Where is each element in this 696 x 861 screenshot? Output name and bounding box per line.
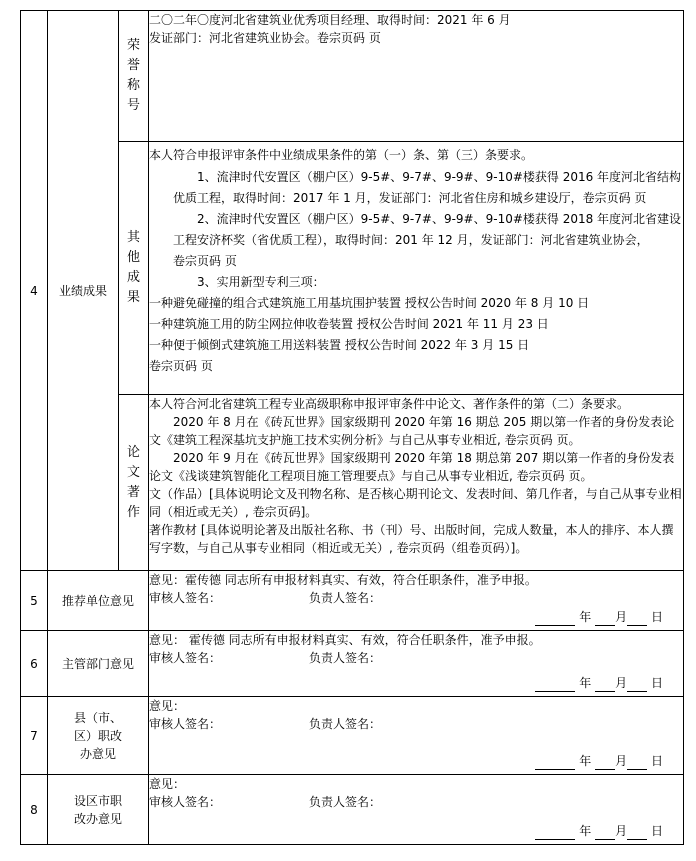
application-form-table — [20, 10, 684, 845]
row-8 — [21, 775, 684, 845]
row-number: 5 — [21, 571, 48, 631]
item-name: 主管部门意见 — [48, 631, 149, 697]
page-ref: 卷宗页码 页 — [149, 359, 213, 373]
day-blank[interactable] — [627, 755, 647, 770]
reviewer-signature-label: 审核人签名： — [149, 795, 222, 809]
sub-label-paper: 论文著作 — [119, 395, 149, 571]
row-number: 6 — [21, 631, 48, 697]
paper-intro: 本人符合河北省建筑工程专业高级职称申报评审条件中论文、著作条件的第（二）条要求。 — [149, 397, 630, 411]
row-4-paper — [21, 395, 684, 571]
patent-line: 一种便于倾倒式建筑施工用送料装置 授权公告时间 2022 年 3 月 15 日 — [149, 338, 530, 352]
honor-line: 发证部门：河北省建筑业协会。卷宗页码 页 — [149, 31, 381, 45]
other-intro: 本人符合申报评审条件中业绩成果条件的第（一）条、第（三）条要求。 — [149, 148, 534, 162]
paper-paragraph: 2020 年 9 月在《砖瓦世界》国家级期刊 2020 年第 18 期总第 207 期以第一作者的身份发表论文《浅谈建筑智能化工程项目施工管理要点》与自己从事专业相近, 卷宗页码 页。 — [149, 451, 675, 483]
month-blank[interactable] — [595, 755, 615, 770]
year-blank[interactable] — [535, 677, 575, 692]
paper-content — [149, 395, 684, 571]
month-blank[interactable] — [595, 825, 615, 840]
honor-content — [149, 11, 684, 142]
date-line: 年 月 日 — [535, 674, 663, 692]
item-name: 县（市、区）职改办意见 — [48, 697, 149, 775]
day-blank[interactable] — [627, 677, 647, 692]
other-item: 优质工程，取得时间：2017 年 1 月，发证部门：河北省住房和城乡建设厅，卷宗页码 页 — [173, 191, 647, 205]
row-6 — [21, 631, 684, 697]
sub-label-other: 其他成果 — [119, 142, 149, 395]
reviewer-signature-label: 审核人签名： — [149, 651, 222, 665]
other-content — [149, 142, 684, 395]
day-blank[interactable] — [627, 825, 647, 840]
month-blank[interactable] — [595, 677, 615, 692]
leader-signature-label: 负责人签名： — [309, 591, 382, 605]
row-number: 8 — [21, 775, 48, 845]
row-number: 4 — [21, 11, 48, 571]
opinion-text: 意见： — [149, 699, 186, 713]
opinion-text: 意见： — [149, 777, 186, 791]
county-opinion-cell — [149, 697, 684, 775]
other-item: 卷宗页码 页 — [173, 254, 237, 268]
recommend-opinion-cell — [149, 571, 684, 631]
paper-paragraph: 2020 年 8 月在《砖瓦世界》国家级期刊 2020 年第 16 期总 205 期以第一作者的身份发表论文《建筑工程深基坑支护施工技术实例分析》与自己从事专业相近, 卷宗页码 页。 — [149, 415, 675, 447]
item-name: 设区市职改办意见 — [48, 775, 149, 845]
other-item: 工程安济杯奖（省优质工程），取得时间：201 年 12 月，发证部门：河北省建筑业协会， — [173, 233, 649, 247]
year-blank[interactable] — [535, 611, 575, 626]
leader-signature-label: 负责人签名： — [309, 717, 382, 731]
date-line: 年 月 日 — [535, 822, 663, 840]
other-item: 2、流津时代安置区（棚户区）9-5#、9-7#、9-9#、9-10#楼获得 2018 年度河北省建设 — [197, 212, 682, 226]
patent-line: 一种避免碰撞的组合式建筑施工用基坑围护装置 授权公告时间 2020 年 8 月 10 日 — [149, 296, 590, 310]
year-blank[interactable] — [535, 825, 575, 840]
other-item: 3、实用新型专利三项： — [197, 275, 325, 289]
opinion-text: 意见： 霍传德 同志所有申报材料真实、有效，符合任职条件，准予申报。 — [149, 633, 541, 647]
leader-signature-label: 负责人签名： — [309, 651, 382, 665]
row-7 — [21, 697, 684, 775]
day-blank[interactable] — [627, 611, 647, 626]
reviewer-signature-label: 审核人签名： — [149, 717, 222, 731]
leader-signature-label: 负责人签名： — [309, 795, 382, 809]
sub-label-honor: 荣誉称号 — [119, 11, 149, 142]
city-opinion-cell — [149, 775, 684, 845]
paper-paragraph: 文（作品）[具体说明论文及刊物名称、是否核心期刊论文、发表时间、第几作者，与自己从事专业相同（相近或无关）, 卷宗页码]。 — [149, 487, 682, 519]
opinion-text: 意见：霍传德 同志所有申报材料真实、有效，符合任职条件，准予申报。 — [149, 573, 537, 587]
row-4-honor — [21, 11, 684, 142]
patent-line: 一种建筑施工用的防尘网拉伸收卷装置 授权公告时间 2021 年 11 月 23 日 — [149, 317, 549, 331]
row-4-other — [21, 142, 684, 395]
reviewer-signature-label: 审核人签名： — [149, 591, 222, 605]
date-line: 年 月 日 — [535, 608, 663, 626]
row-number: 7 — [21, 697, 48, 775]
other-item: 1、流津时代安置区（棚户区）9-5#、9-7#、9-9#、9-10#楼获得 2016 年度河北省结构 — [197, 170, 682, 184]
month-blank[interactable] — [595, 611, 615, 626]
year-blank[interactable] — [535, 755, 575, 770]
item-name: 业绩成果 — [48, 11, 119, 571]
paper-paragraph: 著作教材 [具体说明论著及出版社名称、书（刊）号、出版时间，完成人数量，本人的排序、本人撰写字数，与自己从事专业相同（相近或无关）, 卷宗页码（组卷页码）]。 — [149, 523, 674, 555]
date-line: 年 月 日 — [535, 752, 663, 770]
row-5 — [21, 571, 684, 631]
item-name: 推荐单位意见 — [48, 571, 149, 631]
department-opinion-cell — [149, 631, 684, 697]
honor-line: 二〇二年〇度河北省建筑业优秀项目经理、取得时间：2021 年 6 月 — [149, 13, 511, 27]
